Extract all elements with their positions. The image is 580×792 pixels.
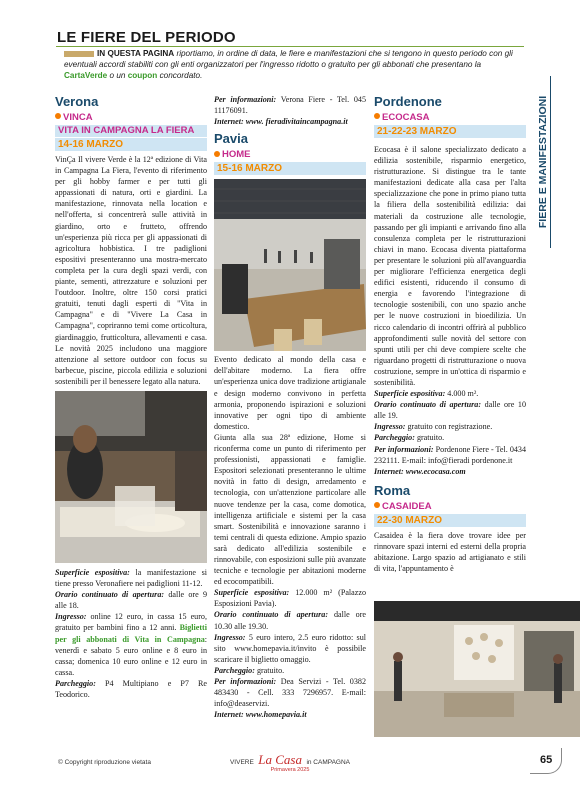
bullet-icon [374,113,380,119]
detail-parking: Parcheggio: gratuito. [374,433,445,443]
fair-pordenone [374,94,526,138]
page-title: LE FIERE DEL PERIODO [57,29,236,46]
fair-verona [55,94,207,700]
fair-pavia [214,131,366,175]
intro-cartaverde: CartaVerde [64,71,108,80]
detail-surface: Superficie espositiva: 4.000 m². [374,389,479,399]
photo-pasta-making [55,391,207,563]
fair-tag: CASAIDEA [382,500,432,512]
fair-description: Casaidea è la fiera dove trovare idee per rinnovare spazi interni ed esterni della propria abitazione. Largo spazio ad artigianato e stili di vita, l'appuntamento è [374,530,526,574]
page-number: 65 [540,754,553,766]
fair-tag: VINCA [63,112,93,123]
intro-bar-decoration [64,51,94,57]
photo-home-showroom-illustration [214,179,366,351]
fair-body [214,354,366,720]
fair-details [55,567,207,700]
brand-in-campagna: in CAMPAGNA [306,759,351,766]
city-verona: Verona [55,94,99,109]
verona-info-continued [214,94,366,127]
fair-pavia-column [214,94,366,720]
detail-internet[interactable]: Internet: www. fieradivitaincampagna.it [214,117,348,127]
city-pavia: Pavia [214,131,248,147]
bullet-icon [55,113,61,119]
tag-row [214,147,366,161]
detail-internet[interactable]: Internet: www.ecocasa.com [374,466,466,476]
fair-body [374,530,526,574]
fair-description: Ecocasa è il salone specializzato dedicato a edilizia sostenibile, risparmio energetico, ristrutturazione. Si distingue tra le tante manifestazioni dedicate alla casa per l'alta specializzazione che pone in primo piano tutta la filiera della sostenibilità edilizia: dai materiali da costruzione alle tecnologie, passando per gli impianti e arrivando fino alla consulenza completa per le ristrutturazioni chiavi in mano. Ecocasa diventa piattaforma per presentare le soluzioni più all'avanguardia per migliorare l'efficienza energetica degli edifici esistenti, riducendo il consumo di energia e favorendo l'integrazione di tecnologie sostenibili, con uno spazio anche per le nuove costruzioni in bioedilizia. Un ricco calendario di incontri offrirà al pubblico approfondimenti sulle novità del settore con spunti utili per chi deve compiere scelte che riguardano progetti di ristrutturazione o nuova costruzione, sempre in un'ottica di risparmio e sostenibilità. [374,145,526,387]
fair-dates: 22-30 MARZO [374,514,526,527]
title-rule [56,46,524,47]
fair-tag: HOME [222,149,251,161]
detail-parking: Parcheggio: gratuito. [214,665,285,675]
fair-body [55,154,207,387]
side-tab-label: FIERE E MANIFESTAZIONI [537,95,549,229]
brand-vivere: VIVERE [229,759,254,766]
intro-text-2: o un [107,71,128,80]
tag-row [374,499,526,513]
fair-dates: 15-16 MARZO [214,162,366,175]
brand-la-casa: La Casa [258,752,302,767]
fair-roma [374,483,526,527]
tag-row [55,110,207,124]
photo-home-showroom [214,179,366,351]
detail-entry: Ingresso: online 12 euro, in cassa 15 euro, gratuito per bambini fino a 12 anni. Biglietti per gli abbonati di Vita in Campagna: venerdì e sabato 5 euro online e 8 euro in cassa; domenica 10 euro online e 12 euro in cassa. [55,612,207,677]
detail-hours: Orario continuato di apertura: dalle ore 9 alle 18. [55,590,207,611]
detail-hours: Orario continuato di apertura: dalle ore 10.30 alle 19.30. [214,610,366,631]
detail-surface: Superficie espositiva: 12.000 m² (Palazzo Esposizioni Pavia). [214,588,366,609]
detail-entry: Ingresso: 5 euro intero, 2.5 euro ridotto: sul sito www.homepavia.it/invito è possibile scaricare il biglietto omaggio. [214,632,366,664]
fair-description-1: Evento dedicato al mondo della casa e dell'abitare moderno. La fiera offre un'esperienza unica dove tradizione artigianale e design moderno convivono in perfetta armonia, proponendo ispirazioni e soluzioni innovative per ogni tipo di ambiente domestico. [214,355,366,431]
fair-description: VinÇa Il vivere Verde è la 12ª edizione di Vita in Campagna La Fiera, l'evento di riferimento per gli hobby farmer e per tutti gli appassionati di natura, orti e giardini. La manifestazione, rinnovata nella location e nell'offerta, si concentrerà sulle attività in giardino, orto e frutteto, offrendo un'esperienza più ricca per gli appassionati di agricoltura hobbistica. I tre padiglioni espositivi presenteranno una mostra-mercato completa per la cura degli spazi verdi, con piante, sementi, attrezzature e soluzioni per l'outdoor. Inoltre, oltre 150 corsi pratici gratuiti, tenuti dagli esperti di "Vita in Campagna" e di "Vivere La Casa in Campagna", copriranno temi come orticoltura, giardinaggio, frutticoltura, allevamenti e casa. Le novità 2025 includono una maggiore attenzione al settore outdoor con focus su barbecue, piscine, piccola edilizia e soluzioni sostenibili per il benessere legato alla natura. [55,155,207,386]
fair-tag: ECOCASA [382,112,430,123]
intro-coupon: coupon [127,71,158,80]
bullet-icon [374,502,380,508]
fair-name: VITA IN CAMPAGNA LA FIERA [55,125,207,137]
fair-body [374,144,526,477]
detail-info: Per informazioni: Verona Fiere - Tel. 045 11176091. [214,95,366,116]
brand-season: Primavera 2025 [270,767,310,773]
detail-parking: Parcheggio: P4 Multipiano e P7 Re Teodorico. [55,678,207,699]
detail-hours: Orario continuato di apertura: dalle ore 10 alle 19. [374,400,526,421]
fair-dates: 21-22-23 MARZO [374,125,526,138]
footer-copyright: © Copyright riproduzione vietata [58,759,151,766]
intro-text-1: riportiamo, in ordine di data, le fiere e manifestazioni che si tengono in questo periodo con gli eventuali accordi stabiliti con gli enti organizzatori per l'ingresso ridotto o gratuito per gli abbonati che presentano la [64,49,513,69]
footer-brand [220,751,360,773]
intro-text-3: concordato. [157,71,203,80]
detail-entry: Ingresso: gratuito con registrazione. [374,422,493,432]
intro-paragraph [64,48,520,81]
detail-info: Per informazioni: Dea Servizi - Tel. 0382 483430 - Cell. 333 7296957. E-mail: info@deaservizi. [214,677,366,709]
detail-info: Per informazioni: Pordenone Fiere - Tel. 0434 232111. E-mail: info@fieradi pordenone.it [374,444,527,465]
fair-pordenone-column [374,94,526,574]
intro-lead: IN QUESTA PAGINA [97,49,175,58]
side-tab [534,82,552,242]
fair-description-2: Giunta alla sua 28ª edizione, Home si riconferma come un punto di riferimento per professionisti, appassionati e famiglie. Espositori selezionati presenteranno le ultime novità in fatto di design, arredamento e tecnologia, con un'attenzione particolare alle nuove tendenze per la casa, come domotica, intelligenza artificiale e sistemi per la casa smart. Sostenibilità e innovazione saranno i temi centrali di questa edizione. Ampio spazio sarà dedicato all'edilizia sostenibile e rinnovabile, con esposizioni sulle più avanzate tecniche e tecnologie per abitazioni moderne ed ecocompatibili. [214,432,366,587]
detail-surface: Superficie espositiva: la manifestazione si tiene presso Veronafiere nei padiglioni 11-12. [55,567,207,589]
photo-casaidea-stand [374,601,580,737]
city-pordenone: Pordenone [374,94,442,109]
fair-dates: 14-16 MARZO [55,138,207,151]
detail-internet[interactable]: Internet: www.homepavia.it [214,710,307,720]
tag-row [374,110,526,124]
photo-casaidea-illustration [374,601,580,737]
photo-pasta-making-illustration [55,391,207,563]
bullet-icon [214,151,220,157]
city-roma: Roma [374,482,411,498]
